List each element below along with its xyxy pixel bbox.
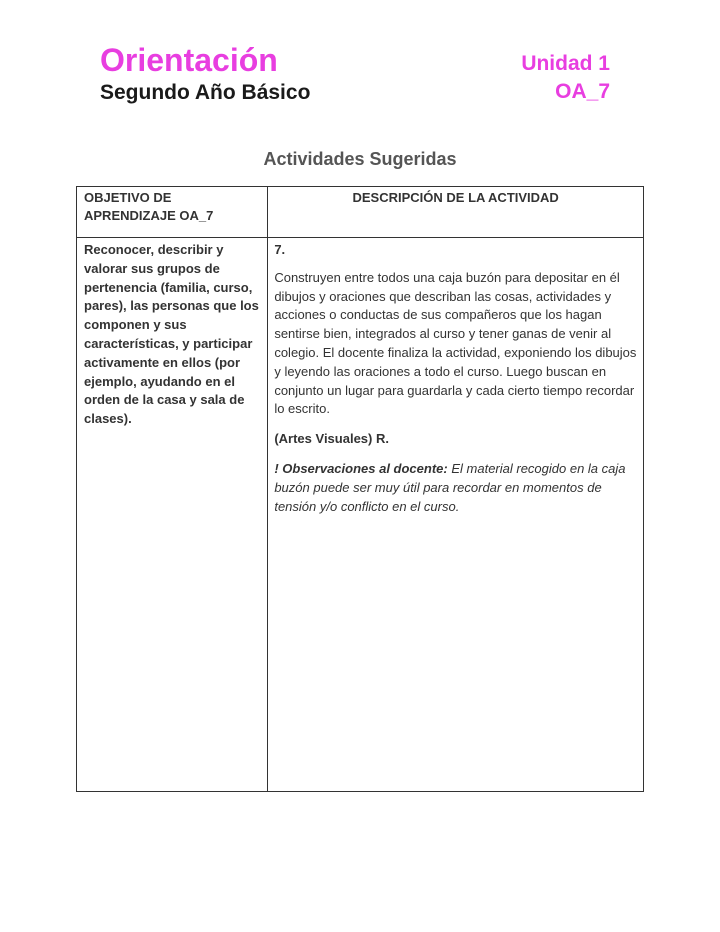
unit-label: Unidad 1 bbox=[521, 52, 610, 75]
activity-description bbox=[268, 238, 644, 792]
header-objective: OBJETIVO DE APRENDIZAJE OA_7 bbox=[77, 187, 268, 238]
objective-text: Reconocer, describir y valorar sus grupos de pertenencia (familia, curso, pares), las personas que los componen y sus características, y participar activamente en ellos (por ejemplo, ayudando en el orden de la casa y sala de clases). bbox=[77, 238, 268, 792]
teacher-note-text: El material recogido en la caja buzón puede ser muy útil para recordar en momentos de tensión y/o conflicto en el curso. bbox=[274, 460, 626, 514]
grade-level: Segundo Año Básico bbox=[100, 81, 311, 104]
subject-title: Orientación bbox=[100, 42, 278, 78]
document-header-right bbox=[521, 50, 610, 106]
teacher-note-label: ! Observaciones al docente: bbox=[274, 460, 448, 476]
activity-body: Construyen entre todos una caja buzón para depositar en él dibujos y oraciones que describan las cosas, actividades y acciones o conductas de sus compañeros que los hagan sentirse bien, integrados al curso y tener ganas de venir al colegio. El docente finaliza la actividad, exponiendo los dibujos y leyendo las oraciones a todo el curso. Luego buscan en conjunto un lugar para guardarla y cada cierto tiempo recordar lo escrito. bbox=[274, 269, 637, 417]
table-header-row bbox=[77, 187, 644, 238]
header-description: DESCRIPCIÓN DE LA ACTIVIDAD bbox=[268, 187, 644, 238]
table-row bbox=[77, 238, 644, 792]
learning-objective-code: OA_7 bbox=[555, 80, 610, 103]
activity-subject: (Artes Visuales) R. bbox=[274, 431, 389, 447]
activity-number: 7. bbox=[274, 242, 286, 257]
teacher-note bbox=[274, 460, 637, 516]
section-title: Actividades Sugeridas bbox=[263, 149, 457, 169]
activity-table bbox=[76, 186, 644, 792]
document-header-left bbox=[100, 40, 310, 107]
